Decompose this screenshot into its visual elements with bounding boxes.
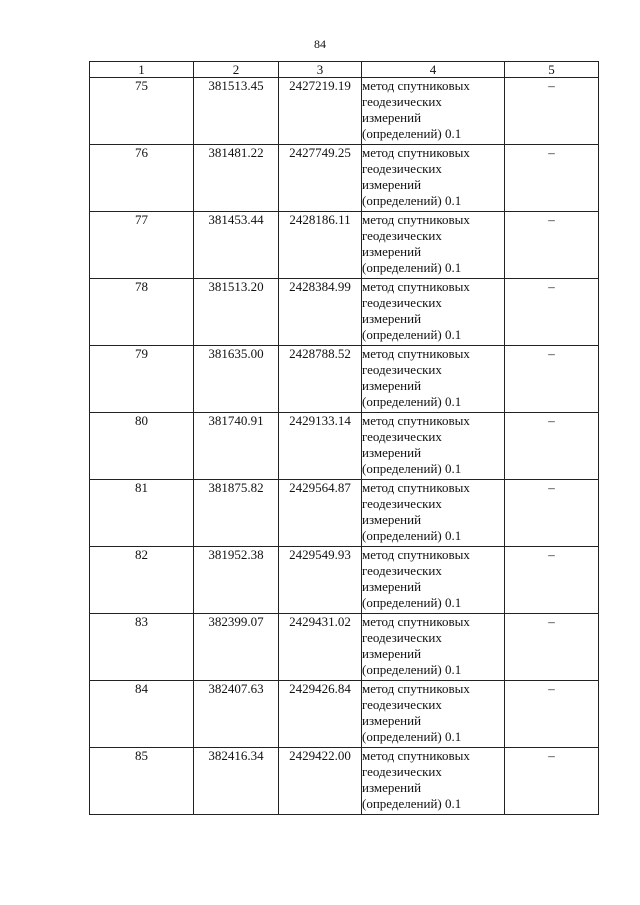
x-coordinate-cell: 381635.00 — [194, 346, 279, 413]
x-coordinate-cell: 382407.63 — [194, 681, 279, 748]
y-coordinate-cell: 2429133.14 — [279, 413, 362, 480]
column-header-2: 2 — [194, 62, 279, 78]
point-number-cell: 85 — [90, 748, 194, 815]
method-cell: метод спутниковых геодезических измерений (определений) 0.1 — [362, 346, 505, 413]
table-row — [90, 78, 599, 145]
x-coordinate-cell: 381952.38 — [194, 547, 279, 614]
coordinates-table — [89, 61, 599, 815]
point-number-cell: 78 — [90, 279, 194, 346]
note-cell: – — [505, 748, 599, 815]
note-cell: – — [505, 279, 599, 346]
table-row — [90, 614, 599, 681]
table-header-row — [90, 62, 599, 78]
method-cell: метод спутниковых геодезических измерений (определений) 0.1 — [362, 547, 505, 614]
method-cell: метод спутниковых геодезических измерений (определений) 0.1 — [362, 748, 505, 815]
y-coordinate-cell: 2428186.11 — [279, 212, 362, 279]
table-row — [90, 547, 599, 614]
note-cell: – — [505, 346, 599, 413]
table-row — [90, 681, 599, 748]
table-row — [90, 748, 599, 815]
note-cell: – — [505, 78, 599, 145]
point-number-cell: 84 — [90, 681, 194, 748]
x-coordinate-cell: 381453.44 — [194, 212, 279, 279]
x-coordinate-cell: 382416.34 — [194, 748, 279, 815]
method-cell: метод спутниковых геодезических измерений (определений) 0.1 — [362, 480, 505, 547]
note-cell: – — [505, 212, 599, 279]
x-coordinate-cell: 381481.22 — [194, 145, 279, 212]
method-cell: метод спутниковых геодезических измерений (определений) 0.1 — [362, 78, 505, 145]
x-coordinate-cell: 381740.91 — [194, 413, 279, 480]
point-number-cell: 79 — [90, 346, 194, 413]
y-coordinate-cell: 2429422.00 — [279, 748, 362, 815]
note-cell: – — [505, 614, 599, 681]
y-coordinate-cell: 2429426.84 — [279, 681, 362, 748]
point-number-cell: 82 — [90, 547, 194, 614]
point-number-cell: 77 — [90, 212, 194, 279]
note-cell: – — [505, 413, 599, 480]
x-coordinate-cell: 381513.20 — [194, 279, 279, 346]
y-coordinate-cell: 2427749.25 — [279, 145, 362, 212]
table-row — [90, 413, 599, 480]
x-coordinate-cell: 382399.07 — [194, 614, 279, 681]
x-coordinate-cell: 381875.82 — [194, 480, 279, 547]
column-header-3: 3 — [279, 62, 362, 78]
y-coordinate-cell: 2429431.02 — [279, 614, 362, 681]
method-cell: метод спутниковых геодезических измерений (определений) 0.1 — [362, 279, 505, 346]
table-body — [90, 78, 599, 815]
method-cell: метод спутниковых геодезических измерений (определений) 0.1 — [362, 681, 505, 748]
table-row — [90, 480, 599, 547]
column-header-5: 5 — [505, 62, 599, 78]
note-cell: – — [505, 547, 599, 614]
method-cell: метод спутниковых геодезических измерений (определений) 0.1 — [362, 212, 505, 279]
method-cell: метод спутниковых геодезических измерений (определений) 0.1 — [362, 145, 505, 212]
point-number-cell: 83 — [90, 614, 194, 681]
column-header-1: 1 — [90, 62, 194, 78]
note-cell: – — [505, 480, 599, 547]
y-coordinate-cell: 2429564.87 — [279, 480, 362, 547]
point-number-cell: 76 — [90, 145, 194, 212]
point-number-cell: 75 — [90, 78, 194, 145]
method-cell: метод спутниковых геодезических измерений (определений) 0.1 — [362, 614, 505, 681]
table-row — [90, 212, 599, 279]
note-cell: – — [505, 681, 599, 748]
page-number: 84 — [314, 37, 326, 51]
table-row — [90, 279, 599, 346]
method-cell: метод спутниковых геодезических измерений (определений) 0.1 — [362, 413, 505, 480]
table-row — [90, 145, 599, 212]
note-cell: – — [505, 145, 599, 212]
table-row — [90, 346, 599, 413]
y-coordinate-cell: 2428384.99 — [279, 279, 362, 346]
point-number-cell: 80 — [90, 413, 194, 480]
x-coordinate-cell: 381513.45 — [194, 78, 279, 145]
y-coordinate-cell: 2427219.19 — [279, 78, 362, 145]
column-header-4: 4 — [362, 62, 505, 78]
y-coordinate-cell: 2428788.52 — [279, 346, 362, 413]
y-coordinate-cell: 2429549.93 — [279, 547, 362, 614]
point-number-cell: 81 — [90, 480, 194, 547]
